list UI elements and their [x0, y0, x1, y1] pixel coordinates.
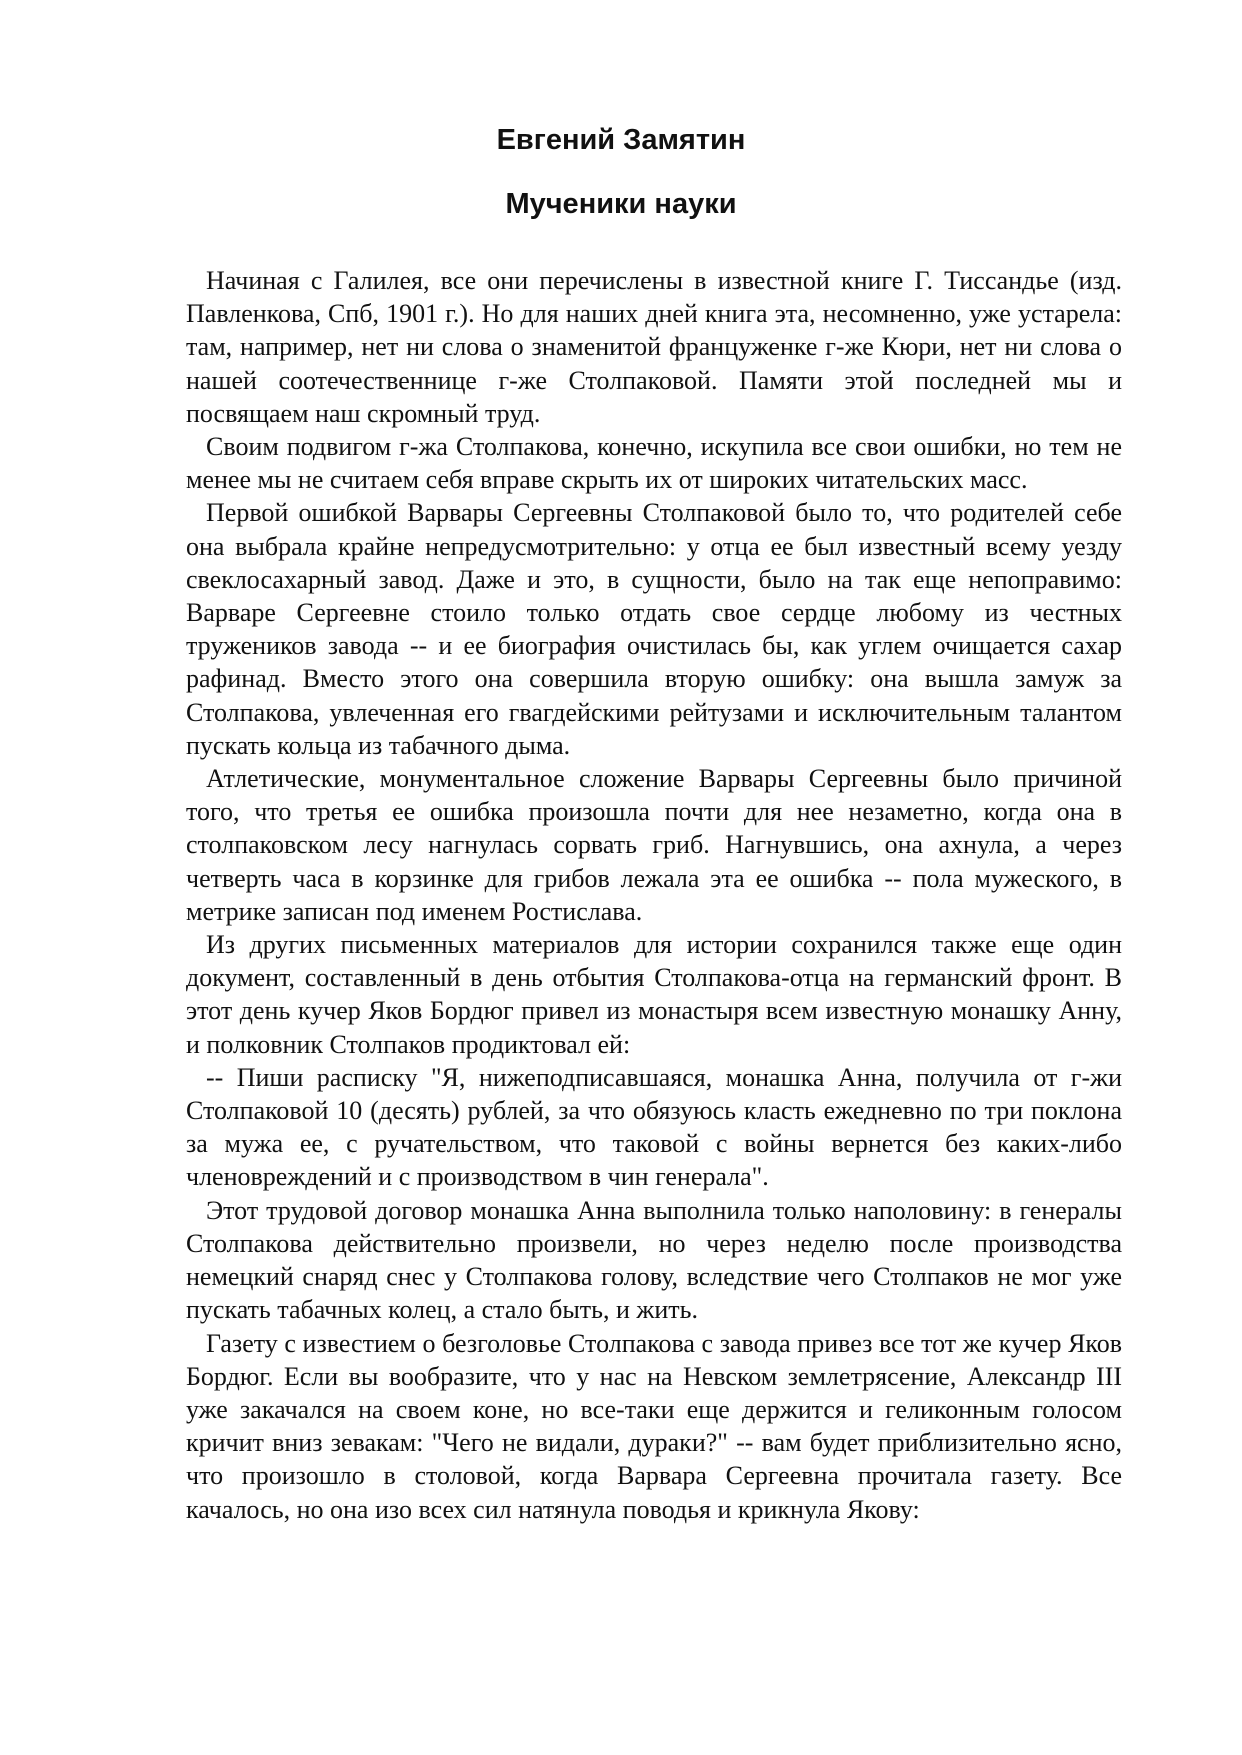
paragraph-2: Своим подвигом г-жа Столпакова, конечно, искупила все свои ошибки, но тем не менее мы не считаем себя вправе скрыть их от широких читательских масс.	[186, 432, 1122, 495]
work-title: Мученики науки	[505, 188, 737, 220]
paragraph-7: Этот трудовой договор монашка Анна выполнила только наполовину: в генералы Столпакова действительно произвели, но через неделю после производства немецкий снаряд снес у Столпакова голову, вследствие чего Столпаков не мог уже пускать табачных колец, а стало быть, и жить.	[186, 1195, 1122, 1325]
paragraph-6: -- Пиши расписку "Я, нижеподписавшаяся, монашка Анна, получила от г-жи Столпаковой 10 (десять) рублей, за что обязуюсь класть ежедневно по три поклона за мужа ее, с ручательством, что таковой с войны вернется без каких-либо членовреждений и с производством в чин генерала".	[186, 1062, 1122, 1192]
author-name: Евгений Замятин	[496, 124, 746, 156]
body-text	[186, 264, 1122, 1526]
paragraph-4: Атлетические, монументальное сложение Варвары Сергеевны было причиной того, что третья ее ошибка произошла почти для нее незаметно, когда она в столпаковском лесу нагнулась сорвать гриб. Нагнувшись, она ахнула, а через четверть часа в корзинке для грибов лежала эта ее ошибка -- пола мужеского, в метрике записан под именем Ростислава.	[186, 764, 1122, 926]
paragraph-5: Из других письменных материалов для истории сохранился также еще один документ, составленный в день отбытия Столпакова-отца на германский фронт. В этот день кучер Яков Бордюг привел из монастыря всем известную монашку Анну, и полковник Столпаков продиктовал ей:	[186, 930, 1122, 1059]
paragraph-3: Первой ошибкой Варвары Сергеевны Столпаковой было то, что родителей себе она выбрала крайне непредусмотрительно: у отца ее был известный всему уезду свеклосахарный завод. Даже и это, в сущности, было на так еще непоправимо: Варваре Сергеевне стоило только отдать свое сердце любому из честных тружеников завода -- и ее биография очистилась бы, как углем очищается сахар рафинад. Вместо этого она совершила вторую ошибку: она вышла замуж за Столпакова, увлеченная его гвагдейскими рейтузами и исключительным талантом пускать кольца из табачного дыма.	[186, 498, 1122, 760]
paragraph-8: Газету с известием о безголовье Столпакова с завода привез все тот же кучер Яков Бордюг. Если вы вообразите, что у нас на Невском землетрясение, Александр III уже закачался на своем коне, но все-таки еще держится и геликонным голосом кричит вниз зевакам: "Чего не видали, дураки?" -- вам будет приблизительно ясно, что произошло в столовой, когда Варвара Сергеевна прочитала газету. Все качалось, но она изо всех сил натянула поводья и крикнула Якову:	[186, 1328, 1122, 1524]
paragraph-1: Начиная с Галилея, все они перечислены в известной книге Г. Тиссандье (изд. Павленкова, Спб, 1901 г.). Но для наших дней книга эта, несомненно, уже устарела: там, например, нет ни слова о знаменитой француженке г-же Кюри, нет ни слова о нашей соотечественнице г-же Столпаковой. Памяти этой последней мы и посвящаем наш скромный труд.	[186, 266, 1122, 428]
